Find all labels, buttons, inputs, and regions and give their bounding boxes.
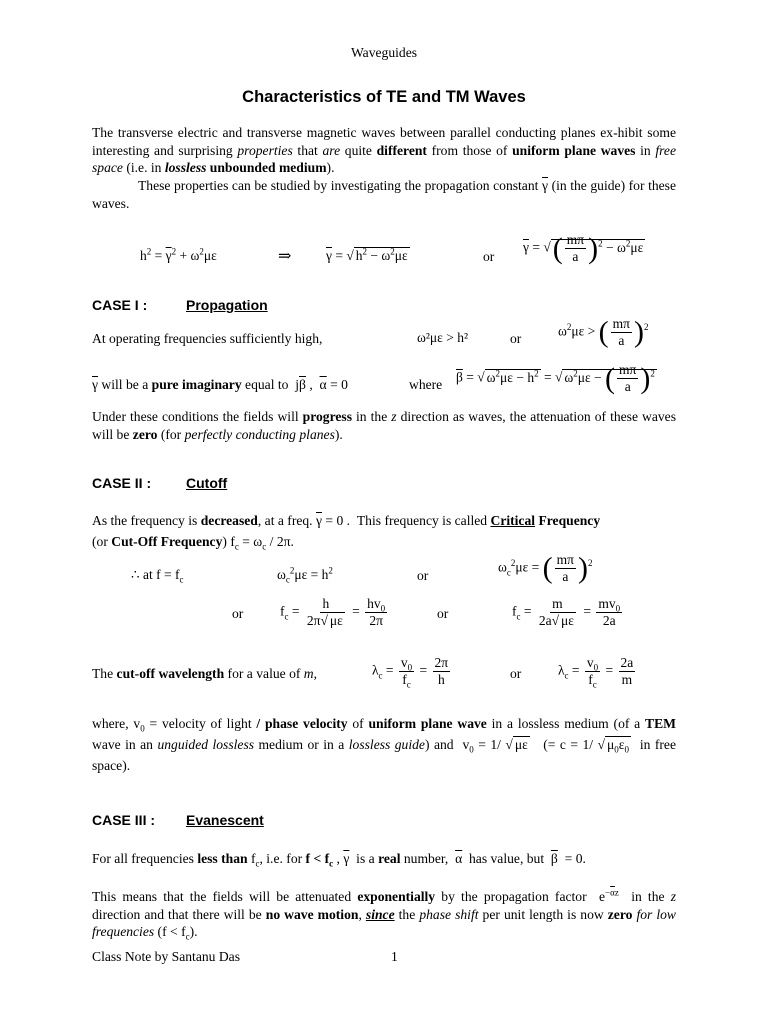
equation-lambda-h: $\lambda_c$ = $\frac{v_0}{f_c}$ = $\frac{2\pi}{h}$: [372, 655, 449, 690]
equation-fc-h: $f_c$ = $\frac{h}{2\pi√ \mu\varepsilon}$ = $\frac{hv_0}{2\pi}$: [280, 596, 386, 628]
implies-arrow: ⇒: [278, 248, 292, 265]
case-3-label: CASE III :: [92, 812, 156, 828]
equation-gamma-ma: $\overline{\gamma}$ = √( $\frac{m\pi}{a}$ )$^2 - \omega^2\mu\varepsilon$: [523, 231, 644, 265]
condition-omega-gt-h: ω²με > h²: [417, 330, 469, 345]
or-text: or: [437, 606, 449, 621]
case-1-label: CASE I :: [92, 297, 148, 313]
equation-fc-m: $f_c$ = $\frac{m}{2a√ \mu\varepsilon}$ = $\frac{mv_0}{2a}$: [512, 596, 621, 628]
or-text: or: [483, 249, 495, 264]
condition-omega-gt-ma: $\omega^2\mu\varepsilon$ > ( $\frac{m\pi}{a}$ )$^2$: [558, 315, 649, 349]
or-text: or: [510, 666, 522, 681]
case-3-name: Evanescent: [186, 812, 264, 828]
intro-paragraph: The transverse electric and transverse magnetic waves between parallel conducting planes ex-hibit some interesting and surprising properties that are quite different from those of uniform plane waves in free space (i.e. in lossless unbounded medium).: [92, 125, 676, 176]
case-2-label: CASE II :: [92, 475, 152, 491]
equation-h-squared: $h^2 = \overline{\gamma}^2 + \omega^2\mu\varepsilon$: [140, 246, 217, 263]
case-3-paragraph: This means that the fields will be attenuated exponentially by the propagation factor $e^{-\overline{\alpha}z}$ in the z direction and that there will be no wave motion, since the phase shift per unit length is now zero for low frequencies $(f < f_c)$.: [92, 887, 677, 942]
case-2-line-1: As the frequency is decreased, at a freq. $\overline{\gamma} = 0$ . This frequency is called Critical Frequency: [92, 513, 601, 528]
equation-beta: $\overline{\beta}$ = √ $\omega^2\mu\varepsilon - h^2$ = √ $\omega^2\mu\varepsilon$ − ( $\frac{m\pi}{a}$ )$^2$: [456, 361, 655, 395]
equation-lambda-m: $\lambda_c$ = $\frac{v_0}{f_c}$ = $\frac{2a}{m}$: [558, 655, 634, 690]
page-title: Characteristics of TE and TM Waves: [242, 88, 526, 106]
equation-cutoff-ma: $\omega_c^2\mu\varepsilon$ = ( $\frac{m\pi}{a}$ )$^2$: [498, 551, 593, 585]
or-text: or: [417, 568, 429, 583]
case-1-paragraph: Under these conditions the fields will progress in the z direction as waves, the attenuation of these waves will be zero (for perfectly conducting planes).: [92, 409, 676, 442]
therefore-at-fc: ∴ at $f = f_c$: [131, 567, 184, 585]
case-1-line-2: $\overline{\gamma}$ will be a pure imaginary equal to $j\overline{\beta}$ , $\overline{\alpha} = 0$: [92, 377, 348, 392]
footer-author: Class Note by Santanu Das: [92, 949, 241, 964]
case-2-line-2: (or Cut-Off Frequency) $f_c = \omega_c / 2\pi$.: [92, 534, 294, 552]
case-1-line-1: At operating frequencies sufficiently high,: [92, 331, 323, 346]
page-number: 1: [391, 949, 398, 964]
running-header: Waveguides: [350, 45, 418, 60]
case-2-name: Cutoff: [186, 475, 228, 491]
case-3-line-1: For all frequencies less than $f_c$, i.e. for $f < f_c$ , $\overline{\gamma}$ is a real number, $\overline{\alpha}$ has value, but $\overline{\beta} = 0$.: [92, 851, 586, 869]
or-text: or: [232, 606, 244, 621]
equation-cutoff-h: $\omega_c^2\mu\varepsilon = h^2$: [277, 565, 333, 585]
equation-gamma-sqrt: $\overline{\gamma}$ = √ $h^2 - \omega^2\mu\varepsilon$: [326, 246, 408, 263]
case-2-where-paragraph: where, $v_0$ = velocity of light / phase velocity of uniform plane wave in a lossless medium (of a TEM wave in an unguided lossless medium or in a lossless guide) and $v_0 = 1/$ √ με (= c = 1/ √ $\mu_0\varepsilon_0$ in free space).: [92, 716, 677, 773]
or-text: or: [510, 331, 522, 346]
case-1-name: Propagation: [186, 297, 268, 313]
where-text: where: [409, 377, 443, 392]
cutoff-wavelength-text: The cut-off wavelength for a value of m,: [92, 666, 318, 681]
intro-paragraph-2: These properties can be studied by investigating the propagation constant $\overline{\gamma}$ (in the guide) for these waves.: [92, 178, 676, 211]
